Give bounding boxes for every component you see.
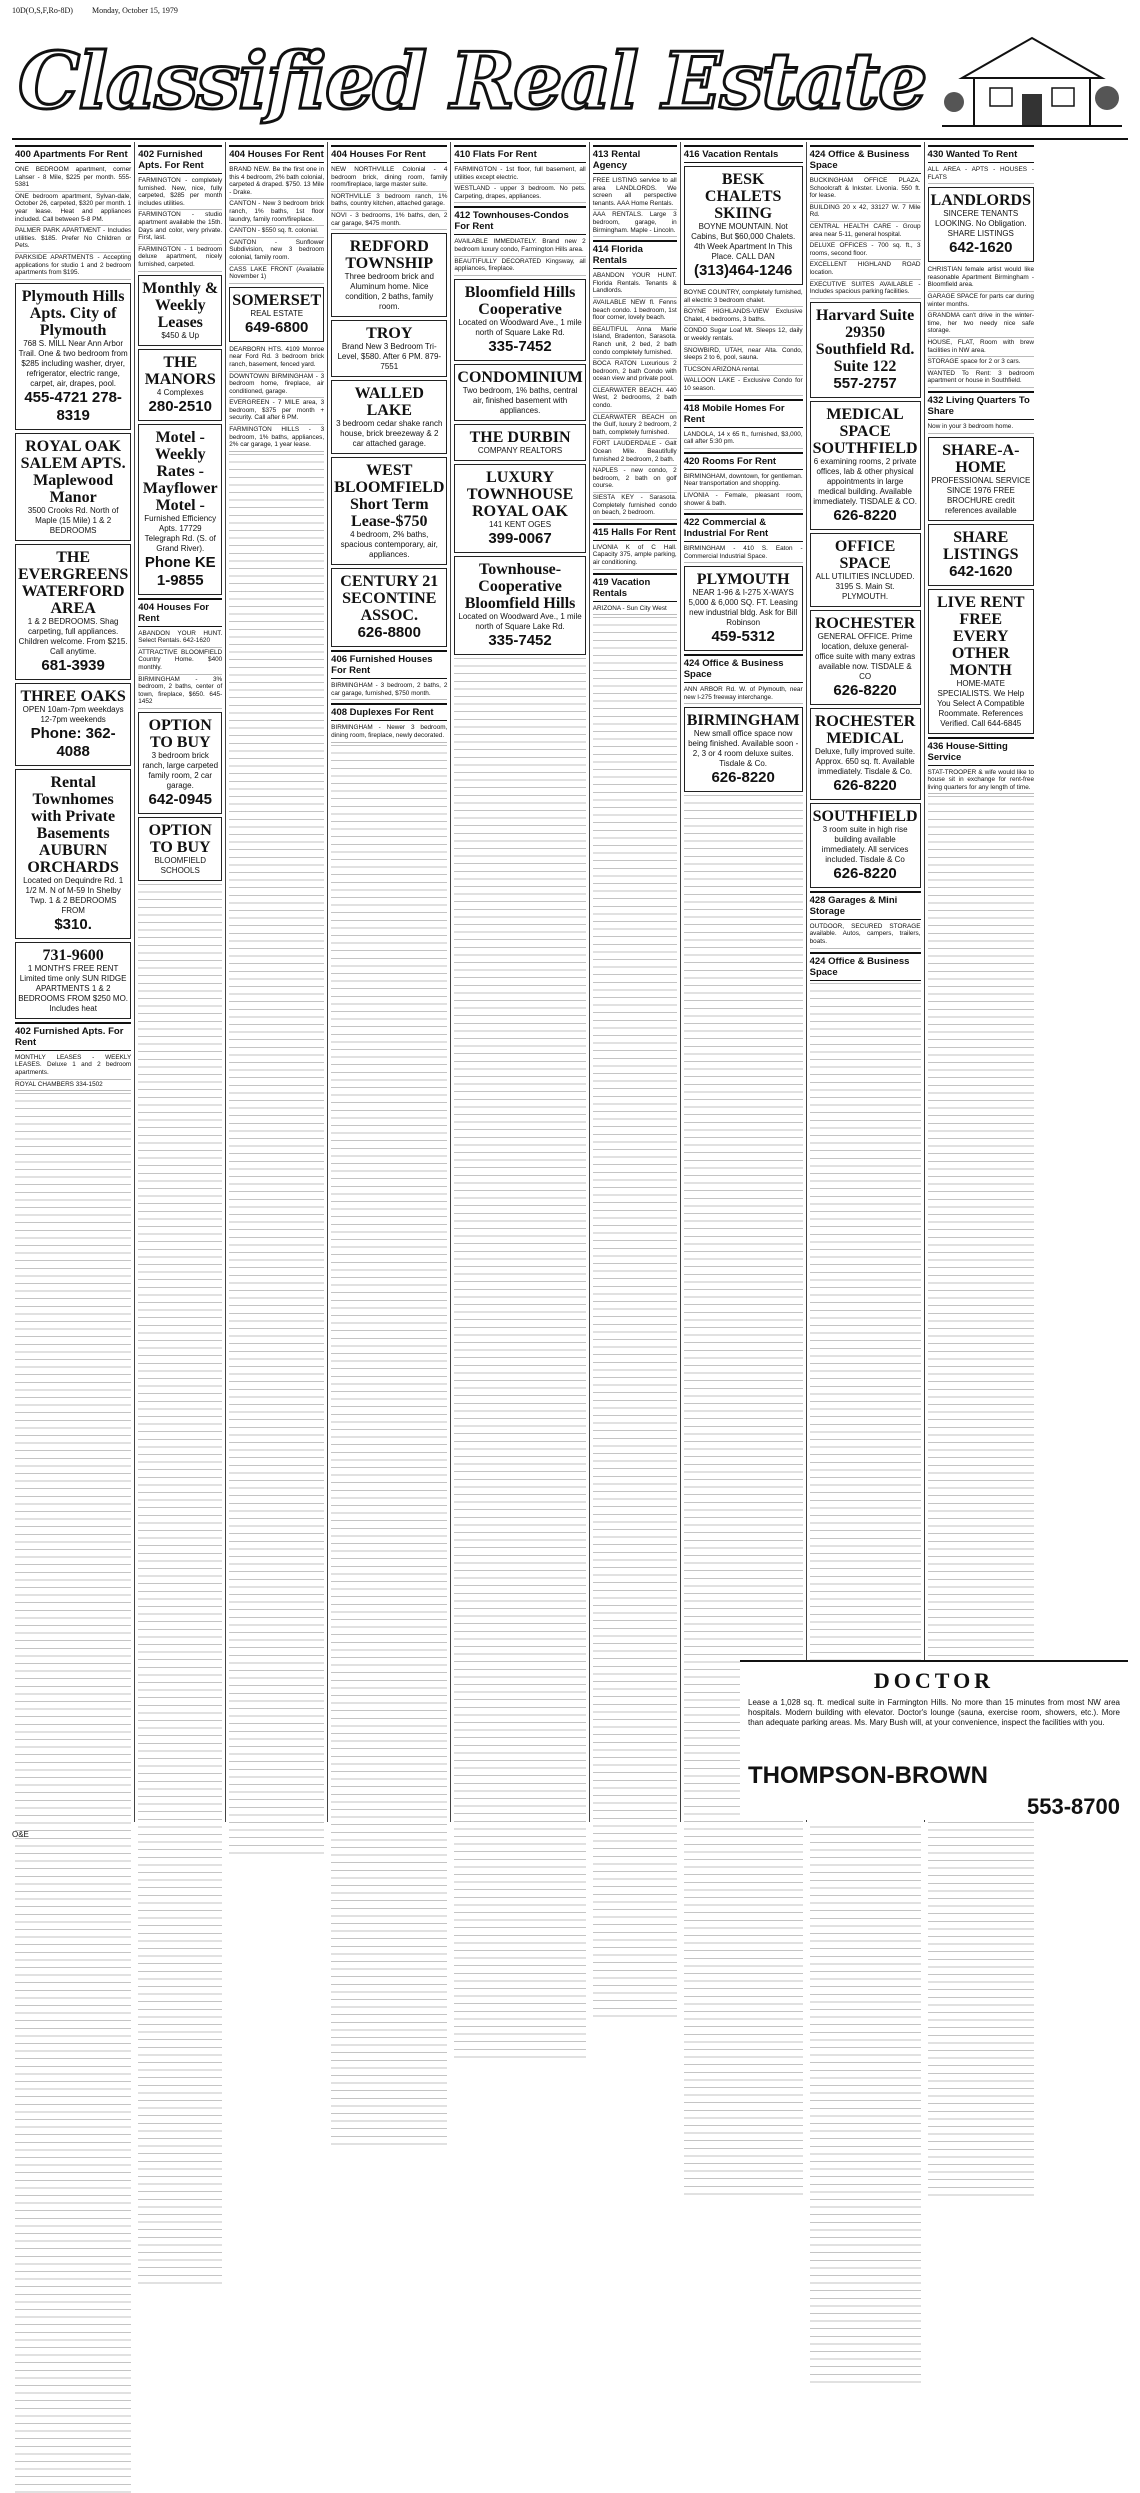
classified-ad: AAA RENTALS. Large 3 bedroom, garage, in Birmingham. Maple - Lincoln. <box>593 210 677 237</box>
display-ad <box>454 279 585 361</box>
display-ad-sub: 1 & 2 BEDROOMS. Shag carpeting, full appliances. Children welcome. From $215. Call anytime. <box>18 616 128 656</box>
display-ad-sub: REAL ESTATE <box>250 308 304 318</box>
display-ad-phone: 626-8220 <box>833 864 897 882</box>
display-ad-title: Townhouse-Cooperative Bloomfield Hills <box>464 560 576 612</box>
display-ad <box>454 556 585 655</box>
section-heading: 424 Office & Business Space <box>684 654 803 683</box>
display-ad-sub: GENERAL OFFICE. Prime location, deluxe general-office suite with many extras available now. TISDALE & CO <box>814 631 916 681</box>
masthead-title: Classified Real Estate <box>18 36 926 127</box>
doctor-ad-title: DOCTOR <box>873 1668 995 1693</box>
classified-ad: FARMINGTON HILLS - 3 bedroom, 1% baths, appliances, 2% car garage, 1 year lease. <box>229 425 324 452</box>
display-ad-sub: NEAR 1-96 & I-275 X-WAYS 5,000 & 6,000 SQ. FT. Leasing new industrial bldg. Ask for Bill Robinson <box>688 588 798 628</box>
display-ad-sub: BLOOMFIELD SCHOOLS <box>154 855 207 875</box>
section-heading: 413 Rental Agency <box>593 145 677 174</box>
classified-ad: BIRMINGHAM - 3% bedroom, 2 baths, center of town, fireplace, $650. 645-1452 <box>138 675 222 709</box>
display-ad <box>684 707 803 792</box>
display-ad-sub: 4 Complexes <box>156 387 204 397</box>
classified-ad: FARMINGTON - completely furnished. New, nice, fully carpeted, $285 per month includes utilities. <box>138 176 222 210</box>
display-ad <box>15 283 131 430</box>
classified-ad: EXECUTIVE SUITES AVAILABLE - Includes spacious parking facilities. <box>810 280 921 299</box>
classified-column <box>590 142 681 1822</box>
classified-ad: EXCELLENT HIGHLAND ROAD location. <box>810 260 921 279</box>
display-ad-sub: Two bedroom, 1% baths, central air, finished basement with appliances. <box>462 385 578 415</box>
display-ad-sub: 4 bedroom, 2% baths, spacious contemporary, air, appliances. <box>340 530 438 560</box>
section-heading: 430 Wanted To Rent <box>928 145 1034 163</box>
display-ad-title: SOMERSET <box>232 291 322 309</box>
classified-ad: TUCSON ARIZONA rental. <box>684 365 803 377</box>
classified-ad: FREE LISTING service to all area LANDLORDS. We screen all perspective tenants. AAA Home Rentals. <box>593 176 677 210</box>
section-heading: 412 Townhouses-Condos For Rent <box>454 206 585 235</box>
classified-ad: STAT-TROOPER & wife would like to house sit in exchange for rent-free living quarters for any length of time. <box>928 768 1034 795</box>
fine-print-text-block <box>454 658 585 2058</box>
section-heading: 432 Living Quarters To Share <box>928 391 1034 420</box>
page-date: Monday, October 15, 1979 <box>92 6 178 15</box>
page-header <box>12 6 1128 20</box>
classified-column <box>925 142 1037 1822</box>
display-ad <box>15 544 131 680</box>
classified-ad: BOYNE COUNTRY, completely furnished, all electric 3 bedroom chalet. <box>684 288 803 307</box>
display-ad-title: MEDICAL SPACE SOUTHFIELD <box>812 405 918 457</box>
classified-ad: ATTRACTIVE BLOOMFIELD Country Home. $400 monthly. <box>138 648 222 675</box>
classified-column <box>135 142 226 1822</box>
section-heading: 418 Mobile Homes For Rent <box>684 399 803 428</box>
classified-ad: OUTDOOR, SECURED STORAGE available. Autos, campers, trailers, boats. <box>810 922 921 949</box>
display-ad-title: BESK CHALETS SKIING <box>704 171 782 222</box>
classified-ad: FARMINGTON - 1st floor, full basement, all utilities except electric. <box>454 165 585 184</box>
display-ad-title: 731-9600 <box>42 946 104 964</box>
display-ad-sub: $450 & Up <box>161 330 200 340</box>
display-ad-sub: OPEN 10am-7pm weekdays 12-7pm weekends <box>22 704 124 724</box>
classified-column <box>226 142 328 1822</box>
classified-ad: DEARBORN HTS. 4109 Monroe near Ford Rd. 3 bedroom brick ranch, basement, fenced yard. <box>229 345 324 372</box>
display-ad-title: CONDOMINIUM <box>457 368 583 386</box>
display-ad-sub: COMPANY REALTORS <box>477 445 563 455</box>
display-ad-title: SHARE-A-HOME <box>942 441 1020 476</box>
classified-ad: BRAND NEW. Be the first one in this 4 bedroom, 2% bath colonial, carpeted & draped. $750. 13 Mile - Drake. <box>229 165 324 199</box>
display-ad-title: WEST BLOOMFIELD Short Term Lease-$750 <box>334 462 445 531</box>
classified-ad: CHRISTIAN female artist would like reasonable Apartment Birmingham - Bloomfield area. <box>928 265 1034 292</box>
display-ad-title: LUXURY TOWNHOUSE ROYAL OAK <box>466 468 574 520</box>
section-heading: 424 Office & Business Space <box>810 145 921 174</box>
display-ad-title: ROCHESTER <box>814 614 916 632</box>
display-ad-phone: Phone KE 1-9855 <box>144 553 216 589</box>
display-ad-phone: 557-2757 <box>833 374 897 392</box>
display-ad-phone: 399-0067 <box>488 529 552 547</box>
display-ad-phone: 642-0945 <box>148 790 212 808</box>
doctor-ad-text: Lease a 1,028 sq. ft. medical suite in Farmington Hills. No more than 15 minutes from most NW area hospitals. Modern building with elevator. Doctor's lounge (sauna, exercise room, showers, etc.). More than adequate parking areas. Ms. Mary Bush will, at your convenience, inspect the facilities with you. <box>748 1698 1120 1727</box>
house-illustration-icon <box>942 28 1122 132</box>
classified-ad: NAPLES - new condo, 2 bedroom, 2 bath on golf course. <box>593 466 677 493</box>
classified-column <box>451 142 589 1822</box>
display-ad <box>138 275 222 346</box>
display-ad-title: THE MANORS <box>144 353 216 388</box>
display-ad-title: THE EVERGREENS WATERFORD AREA <box>18 548 129 617</box>
classified-ad: AVAILABLE IMMEDIATELY. Brand new 2 bedroom luxury condo, Farmington Hills area. <box>454 237 585 256</box>
display-ad-title: LIVE RENT FREE EVERY OTHER MONTH <box>936 593 1025 679</box>
display-ad-sub: 6 examining rooms, 2 private offices, lab & other physical appointments in large medical building. Available immediately. TISDALE & CO. <box>813 456 917 506</box>
fine-print-text-block <box>15 1093 131 2493</box>
display-ad-phone: 642-1620 <box>949 562 1013 580</box>
display-ad-phone: 459-5312 <box>711 628 775 646</box>
classified-ad: BOYNE HIGHLANDS-VIEW Exclusive Chalet, 4 bedrooms, 3 baths. <box>684 307 803 326</box>
classified-ad: NOVI - 3 bedrooms, 1% baths, den, 2 car garage, $475 month. <box>331 211 447 230</box>
classified-ad: BEAUTIFUL Anna Marie Island, Bradenton, Sarasota. Ranch unit, 2 bed, 2 bath condo completely furnished. <box>593 325 677 359</box>
brand-logo: THOMPSON-BROWN <box>748 1762 988 1789</box>
display-ad <box>138 712 222 814</box>
classified-ad: BEAUTIFULLY DECORATED Kingsway, all appliances, fireplace. <box>454 257 585 276</box>
classified-ad: BIRMINGHAM - 3 bedroom, 2 baths, 2 car garage, furnished, $750 month. <box>331 681 447 700</box>
display-ad-sub: Located on Woodward Ave., 1 mile north of Square Lake Rd. <box>458 611 582 631</box>
section-heading: 406 Furnished Houses For Rent <box>331 650 447 679</box>
classified-ad: GARAGE SPACE for parts car during winter months. <box>928 292 1034 311</box>
display-ad-title: Monthly & Weekly Leases <box>142 279 219 331</box>
display-ad <box>810 803 921 888</box>
display-ad-title: Plymouth Hills Apts. City of Plymouth <box>21 287 125 339</box>
display-ad-phone: 626-8220 <box>711 769 775 787</box>
classified-ad: CONDO Sugar Loaf Mt. Sleeps 12, daily or weekly rentals. <box>684 326 803 345</box>
display-ad-title: OPTION TO BUY <box>148 716 212 751</box>
section-heading: 408 Duplexes For Rent <box>331 703 447 721</box>
display-ad-title: BIRMINGHAM <box>686 712 800 730</box>
classified-ad: LANDOLA, 14 x 65 ft., furnished, $3,000, call after 5:30 pm. <box>684 430 803 449</box>
section-heading: 424 Office & Business Space <box>810 952 921 981</box>
classified-ad: BIRMINGHAM - Newer 3 bedroom, dining room, fireplace, newly decorated. <box>331 723 447 742</box>
display-ad <box>810 610 921 705</box>
display-ad-phone: 626-8800 <box>357 624 421 642</box>
section-heading: 419 Vacation Rentals <box>593 573 677 602</box>
classified-ad: Now in your 3 bedroom home. <box>928 422 1034 434</box>
classified-ad: BUILDING 20 x 42, 33127 W. 7 Mile Rd. <box>810 203 921 222</box>
classified-ad: BUCKINGHAM OFFICE PLAZA. Schoolcraft & Inkster. Livonia. 550 ft. for lease. <box>810 176 921 203</box>
display-ad <box>928 187 1034 262</box>
classified-ad: ONE bedroom apartment, Sylvan-dale, October 26, carpeted, $320 per month. 1 year lease. Heat and appliances included. Call between 5-8 PM. <box>15 192 131 226</box>
classified-ad: ROYAL CHAMBERS 334-1502 <box>15 1080 131 1092</box>
display-ad-sub: HOME-MATE SPECIALISTS. We Help You Select A Compatible Roommate. References Verified. Call 644-6845 <box>937 678 1025 728</box>
display-ad-title: SOUTHFIELD <box>812 807 918 825</box>
display-ad <box>684 566 803 651</box>
display-ad-title: OFFICE SPACE <box>834 537 896 572</box>
display-ad <box>15 942 131 1019</box>
section-heading: 436 House-Sitting Service <box>928 737 1034 766</box>
section-heading: 402 Furnished Apts. For Rent <box>15 1022 131 1051</box>
section-heading: 404 Houses For Rent <box>331 145 447 163</box>
display-ad-phone: 626-8220 <box>833 506 897 524</box>
classified-column <box>681 142 807 1822</box>
section-heading: 422 Commercial & Industrial For Rent <box>684 513 803 542</box>
display-ad <box>810 401 921 530</box>
display-ad-title: WALLED LAKE <box>354 385 424 420</box>
display-ad-phone: $310. <box>54 915 92 933</box>
fine-print-text-block <box>593 617 677 2017</box>
display-ad-phone: Phone: 362-4088 <box>30 724 116 760</box>
display-ad-title: Harvard Suite 29350 Southfield Rd. Suite 122 <box>815 306 915 375</box>
classified-column <box>807 142 925 1822</box>
classified-ad: CANTON - New 3 bedroom brick ranch, 1% baths, 1st floor laundry, family room/fireplace. <box>229 199 324 226</box>
classified-ad: FARMINGTON - studio apartment available the 15th. Days and color, very private. First, last. <box>138 210 222 244</box>
display-ad <box>810 302 921 398</box>
display-ad-title: THE DURBIN <box>469 428 571 446</box>
fine-print-text-block <box>138 884 222 2284</box>
classified-column <box>328 142 451 1822</box>
classified-ad: FARMINGTON - 1 bedroom deluxe apartment, nicely furnished, carpeted. <box>138 245 222 272</box>
classified-ad: CASS LAKE FRONT (Available November 1) <box>229 265 324 284</box>
section-heading: 414 Florida Rentals <box>593 240 677 269</box>
display-ad-sub: New small office space now being finished. Available soon - 2, 3 or 4 room deluxe suites. Tisdale & Co. <box>688 729 799 769</box>
display-ad-sub: PROFESSIONAL SERVICE SINCE 1976 FREE BROCHURE credit references available <box>931 475 1031 515</box>
brand-phone: 553-8700 <box>1027 1794 1120 1819</box>
display-ad <box>331 380 447 454</box>
display-ad-phone: 335-7452 <box>488 337 552 355</box>
display-ad-title: SHARE LISTINGS <box>942 528 1019 563</box>
display-ad-title: CENTURY 21 SECONTINE ASSOC. <box>340 573 439 625</box>
classified-ad: ARIZONA - Sun City West <box>593 604 677 616</box>
display-ad-phone: 280-2510 <box>148 397 212 415</box>
classified-ad: BIRMINGHAM, downtown, for gentleman. Near transportation and shopping. <box>684 472 803 491</box>
display-ad-sub: Deluxe, fully improved suite. Approx. 650 sq. ft. Available immediately. Tisdale & Co. <box>815 746 916 776</box>
classified-ad: ABANDON YOUR HUNT. Select Rentals. 642-1620 <box>138 629 222 648</box>
display-ad <box>15 683 131 766</box>
fine-print-text-block <box>331 745 447 2145</box>
display-ad <box>810 533 921 607</box>
display-ad-phone: 335-7452 <box>488 631 552 649</box>
display-ad <box>138 817 222 881</box>
classified-ad: DOWNTOWN BIRMINGHAM - 3 bedroom home, fireplace, air conditioned, garage. <box>229 372 324 399</box>
display-ad <box>138 424 222 595</box>
display-ad-sub: 3 bedroom brick ranch, large carpeted family room, 2 car garage. <box>142 750 219 790</box>
classified-ad: SNOWBIRD, UTAH, near Alta. Condo, sleeps 2 to 6, pool, sauna. <box>684 346 803 365</box>
classified-ad: CLEARWATER BEACH. 440 West, 2 bedrooms, 2 bath condo. <box>593 386 677 413</box>
display-ad-phone: 642-1620 <box>949 239 1013 257</box>
display-ad-title: Rental Townhomes with Private Basements AUBURN ORCHARDS <box>27 773 119 876</box>
display-ad-phone: 681-3939 <box>41 656 105 674</box>
classified-ad: CANTON - $550 sq. ft. colonial. <box>229 226 324 238</box>
display-ad-phone: (313)464-1246 <box>693 262 793 279</box>
display-ad-sub: 141 KENT OGES <box>489 519 552 529</box>
display-ad <box>331 233 447 317</box>
classified-ad: CANTON - Sunflower Subdivision, new 3 bedroom colonial, family room. <box>229 238 324 265</box>
classified-ad: FORT LAUDERDALE - Galt Ocean Mile. Beautifully furnished 2 bedroom, 2 bath. <box>593 439 677 466</box>
display-ad-sub: 768 S. MILL Near Ann Arbor Trail. One & two bedroom from $285 including washer, dryer, refrigerator, electric range, carpet, air, drapes, pool. <box>18 338 128 388</box>
page-slug: 10D(O,S,F,Ro-8D) <box>12 6 73 15</box>
display-ad-title: REDFORD TOWNSHIP <box>345 238 434 273</box>
classified-ad: WANTED To Rent: 3 bedroom apartment or house in Southfield. <box>928 369 1034 388</box>
display-ad-title: THREE OAKS <box>20 687 126 705</box>
display-ad <box>684 166 803 285</box>
classified-column <box>12 142 135 1822</box>
display-ad-sub: Furnished Efficiency Apts. 17729 Telegraph Rd. (S. of Grand River). <box>144 513 217 553</box>
display-ad <box>928 437 1034 521</box>
classified-ad: LIVONIA - Female, pleasant room, shower & bath. <box>684 491 803 510</box>
fine-print-text-block <box>684 795 803 2195</box>
display-ad-sub: 3 bedroom cedar shake ranch house, brick breezeway & 2 car attached garage. <box>336 419 443 449</box>
classified-ad: ABANDON YOUR HUNT. Florida Rentals. Tenants & Landlords. <box>593 271 677 298</box>
classified-ad: LIVONIA K of C Hall. Capacity 375, ample parking, air conditioning. <box>593 543 677 570</box>
fine-print-text-block <box>928 796 1034 2196</box>
page-footer <box>12 1826 1128 1844</box>
section-heading: 400 Apartments For Rent <box>15 145 131 163</box>
display-ad <box>810 708 921 800</box>
display-ad-sub: 3500 Crooks Rd. North of Maple (15 Mile) 1 & 2 BEDROOMS <box>27 505 119 535</box>
display-ad <box>331 568 447 647</box>
classified-ad: BIRMINGHAM - 410 S. Eaton - Commercial Industrial Space. <box>684 544 803 563</box>
classified-ad: STORAGE space for 2 or 3 cars. <box>928 357 1034 369</box>
display-ad-sub: Located on Dequindre Rd. 1 1/2 M. N of M-59 In Shelby Twp. 1 & 2 BEDROOMS FROM <box>23 875 124 915</box>
display-ad <box>15 433 131 541</box>
display-ad <box>454 424 585 461</box>
display-ad-phone: 455-4721 278-8319 <box>24 388 122 424</box>
classified-ad: DELUXE OFFICES - 700 sq. ft., 3 rooms, second floor. <box>810 241 921 260</box>
display-ad-title: ROYAL OAK SALEM APTS. Maplewood Manor <box>20 437 126 506</box>
fine-print-text-block <box>229 454 324 1854</box>
display-ad-title: Motel - Weekly Rates - Mayflower Motel - <box>142 428 218 514</box>
display-ad <box>454 464 585 553</box>
masthead <box>12 22 1128 140</box>
classified-columns <box>12 142 1128 1822</box>
classified-ad: ONE BEDROOM apartment, corner Lahser - 8 Mile, $225 per month. 555-5381 <box>15 165 131 192</box>
classified-ad: ALL AREA - APTS - HOUSES - FLATS <box>928 165 1034 184</box>
display-ad <box>928 524 1034 586</box>
section-heading: 415 Halls For Rent <box>593 523 677 541</box>
page-folio: O&E <box>12 1830 29 1839</box>
display-ad-title: LANDLORDS <box>930 192 1031 210</box>
display-ad <box>331 457 447 565</box>
classified-ad: CLEARWATER BEACH on the Gulf, luxury 2 bedroom, 2 bath, completely furnished. <box>593 413 677 440</box>
display-ad-sub: Three bedroom brick and Aluminum home. Nice condition, 2 baths, family room. <box>344 272 434 312</box>
classified-ad: ANN ARBOR Rd. W. of Plymouth, near new I-275 freeway interchange. <box>684 685 803 704</box>
classified-ad: NORTHVILLE 3 bedroom ranch, 1% baths, country kitchen, attached garage. <box>331 192 447 211</box>
classified-ad: PARKSIDE APARTMENTS - Accepting applications for studio 1 and 2 bedroom apartments from $195. <box>15 253 131 280</box>
classified-ad: WALLOON LAKE - Exclusive Condo for 10 season. <box>684 376 803 395</box>
display-ad <box>454 364 585 421</box>
display-ad-sub: ALL UTILITIES INCLUDED. 3195 S. Main St. PLYMOUTH. <box>815 571 915 601</box>
display-ad <box>138 349 222 421</box>
classified-ad: MONTHLY LEASES - WEEKLY LEASES. Deluxe 1 and 2 bedroom apartments. <box>15 1053 131 1080</box>
display-ad-sub: SINCERE TENANTS LOOKING. No Obligation. SHARE LISTINGS <box>934 209 1027 239</box>
display-ad-sub: 1 MONTH'S FREE RENT Limited time only SUN RIDGE APARTMENTS 1 & 2 BEDROOMS FROM $250 MO. Includes heat <box>18 963 129 1013</box>
classified-ad: NEW NORTHVILLE Colonial - 4 bedroom brick, dining room, family room/fireplace, large master suite. <box>331 165 447 192</box>
display-ad-sub: Brand New 3 Bedroom Tri-Level, $580. After 6 PM. 879-7551 <box>337 342 442 372</box>
section-heading: 420 Rooms For Rent <box>684 452 803 470</box>
display-ad-title: OPTION TO BUY <box>148 821 212 856</box>
display-ad-title: TROY <box>366 325 413 343</box>
classified-ad: PALMER PARK APARTMENT - Includes utilities. $185. Prefer No Children or Pets. <box>15 226 131 253</box>
display-ad-sub: BOYNE MOUNTAIN. Not Cabins, But $60,000 Chalets. 4th Week Apartment In This Place. CALL DAN <box>691 222 796 261</box>
classified-ad: SIESTA KEY - Sarasota. Completely furnished condo on beach, 2 bedroom. <box>593 493 677 520</box>
display-ad-phone: 649-6800 <box>244 318 309 336</box>
classified-ad: WESTLAND - upper 3 bedroom. No pets. Carpeting, drapes, appliances. <box>454 184 585 203</box>
classified-ad: CENTRAL HEALTH CARE - Group area near 5-11, general hospital. <box>810 222 921 241</box>
display-ad <box>331 320 447 377</box>
display-ad-title: PLYMOUTH <box>696 571 790 589</box>
display-ad <box>229 287 324 342</box>
section-heading: 416 Vacation Rentals <box>684 145 803 163</box>
display-ad-phone: 626-8220 <box>833 681 897 699</box>
classified-ad: GRANDMA can't drive in the winter-time, her two needy nice safe storage. <box>928 311 1034 338</box>
section-heading: 410 Flats For Rent <box>454 145 585 163</box>
section-heading: 404 Houses For Rent <box>229 145 324 163</box>
doctor-display-ad <box>740 1660 1128 1820</box>
classified-ad: EVERGREEN - 7 MILE area, 3 bedroom, $375 per month + security. Call after 6 PM. <box>229 398 324 425</box>
display-ad-title: ROCHESTER MEDICAL <box>814 712 916 747</box>
section-heading: 428 Garages & Mini Storage <box>810 891 921 920</box>
section-heading: 402 Furnished Apts. For Rent <box>138 145 222 174</box>
display-ad-phone: 626-8220 <box>833 776 897 794</box>
display-ad-sub: Located on Woodward Ave., 1 mile north of Square Lake Rd. <box>458 317 582 337</box>
classified-ad: BOCA RATON Luxurious 2 bedroom, 2 bath Condo with ocean view and private pool. <box>593 359 677 386</box>
classified-ad: HOUSE, FLAT, Room with brew facilities in NW area. <box>928 338 1034 357</box>
classified-ad: AVAILABLE NEW fl. Fenns beach condo. 1 bedroom, 1st floor corner, lovely beach. <box>593 298 677 325</box>
display-ad <box>928 589 1034 734</box>
display-ad-title: Bloomfield Hills Cooperative <box>464 283 576 318</box>
display-ad <box>15 769 131 939</box>
section-heading: 404 Houses For Rent <box>138 598 222 627</box>
display-ad-sub: 3 room suite in high rise building available immediately. All services included. Tisdale & Co <box>821 824 909 864</box>
